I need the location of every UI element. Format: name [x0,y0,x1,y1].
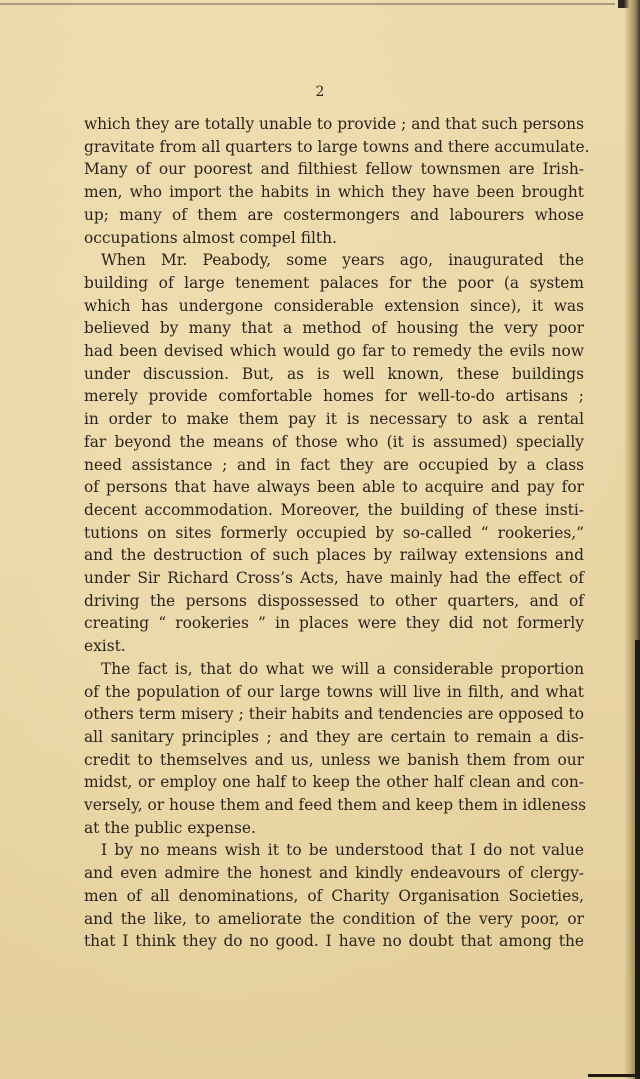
page-right-edge-dark [635,640,640,1079]
text-line: credit to themselves and us, unless we banish them from our [84,750,584,769]
text-line: creating “ rookeries ” in places were they did not formerly [84,614,584,633]
text-line: gravitate from all quarters to large towns and there accumulate. [84,137,590,156]
text-line: and the destruction of such places by railway extensions and [84,546,584,565]
text-line: which has undergone considerable extension since), it was [84,296,584,315]
text-line: that I think they do no good. I have no doubt that among the [84,932,584,951]
text-line: merely provide comfortable homes for well-to-do artisans ; [84,387,584,406]
text-line: decent accommodation. Moreover, the building of these insti- [84,500,584,519]
text-line: of the population of our large towns will live in filth, and what [84,682,584,701]
text-line: Many of our poorest and filthiest fellow townsmen are Irish- [84,160,584,179]
text-line: need assistance ; and in fact they are occupied by a class [84,455,584,474]
text-line: had been devised which would go far to remedy the evils now [84,342,584,360]
text-line: building of large tenement palaces for the poor (a system [84,273,584,292]
text-line: all sanitary principles ; and they are certain to remain a dis- [84,727,584,746]
text-line: The fact is, that do what we will a considerable proportion [101,659,584,678]
text-line: at the public expense. [84,818,256,837]
text-line: believed by many that a method of housing the very poor [84,319,584,338]
text-line: When Mr. Peabody, some years ago, inaugurated the [101,251,584,270]
top-edge-rule [0,3,615,5]
text-line: tutions on sites formerly occupied by so-called “ rookeries,” [84,523,584,542]
page-number: 2 [315,84,325,100]
text-line: of persons that have always been able to acquire and pay for [84,478,584,497]
text-line: driving the persons dispossessed to other quarters, and of [84,591,584,610]
text-line: which they are totally unable to provide ; and that such persons [84,115,584,133]
text-line: far beyond the means of those who (it is assumed) specially [84,432,584,451]
text-line: in order to make them pay it is necessary to ask a rental [84,410,584,429]
text-line: men, who import the habits in which they have been brought [84,183,584,202]
text-line: midst, or employ one half to keep the other half clean and con- [84,773,584,792]
text-line: occupations almost compel filth. [84,228,337,247]
text-line: exist. [84,637,126,656]
text-line: and the like, to ameliorate the condition of the very poor, or [84,909,584,928]
text-line: men of all denominations, of Charity Organisation Societies, [84,886,584,905]
text-line: versely, or house them and feed them and keep them in idleness [84,796,587,814]
text-line: I by no means wish it to be understood that I do not value [101,841,584,860]
text-line: up; many of them are costermongers and labourers whose [84,205,584,224]
text-line: under Sir Richard Cross’s Acts, have mainly had the effect of [84,569,584,587]
text-line: under discussion. But, as is well known, these buildings [84,364,584,383]
bottom-corner-rule [588,1074,640,1077]
text-line: others term misery ; their habits and tendencies are opposed to [84,705,584,724]
text-line: and even admire the honest and kindly endeavours of clergy- [84,864,584,883]
